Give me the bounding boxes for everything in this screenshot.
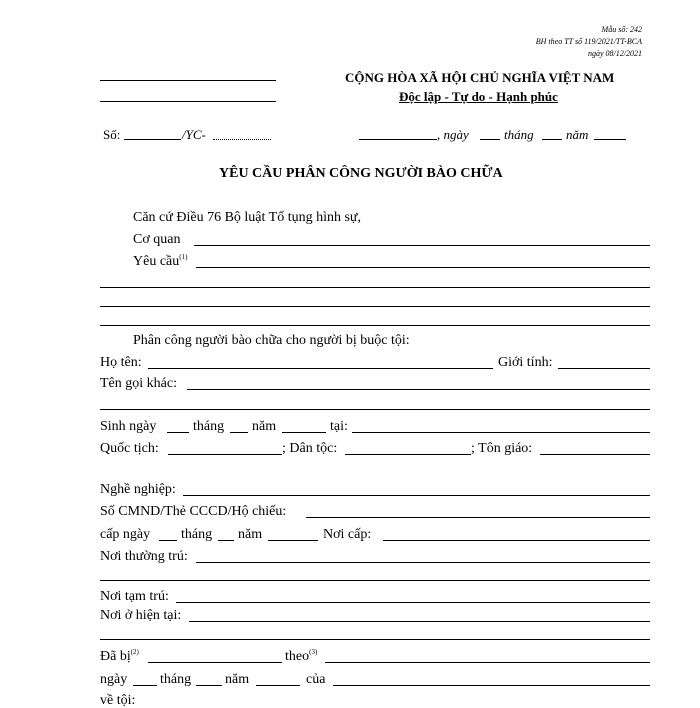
date-month-field[interactable] — [542, 139, 562, 140]
issue-place-field[interactable] — [383, 540, 650, 541]
yc-label: /YC- — [182, 127, 206, 142]
decision-year-field[interactable] — [256, 685, 300, 686]
permanent-address-label: Nơi thường trú: — [100, 549, 188, 564]
issue-day-label: cấp ngày — [100, 527, 151, 542]
nation-heading: CỘNG HÒA XÃ HỘI CHỦ NGHĨA VIỆT NAM — [345, 70, 615, 85]
decision-month-field[interactable] — [196, 685, 222, 686]
agency-label: Cơ quan — [133, 232, 181, 247]
was-footnote: (2) — [130, 648, 139, 656]
form-number: Mẫu số: 242 — [601, 25, 642, 34]
yc-code-field[interactable] — [213, 139, 271, 140]
religion-field[interactable] — [540, 454, 650, 455]
issuer-field[interactable] — [333, 685, 650, 686]
birth-year-field[interactable] — [282, 432, 326, 433]
agency-name-line-1[interactable] — [100, 80, 276, 81]
temporary-address-field[interactable] — [176, 602, 650, 603]
date-year-field[interactable] — [594, 139, 626, 140]
number-label: Số: — [103, 127, 121, 142]
ethnicity-field[interactable] — [345, 454, 471, 455]
issuer-label: của — [306, 672, 326, 687]
request-label: Yêu cầu$^{(1)}$ — [133, 253, 188, 269]
request-line-3[interactable] — [100, 306, 650, 307]
legal-basis: Căn cứ Điều 76 Bộ luật Tố tụng hình sự, — [133, 210, 362, 225]
current-address-line-2[interactable] — [100, 639, 650, 640]
request-footnote: (1) — [179, 253, 188, 261]
religion-label: ; Tôn giáo: — [471, 441, 533, 456]
under-footnote: (3) — [309, 648, 318, 656]
under-label: theo$^{(3)}$ — [285, 648, 318, 664]
birth-month-label: tháng — [193, 419, 225, 434]
under-field[interactable] — [325, 662, 650, 663]
number-field[interactable] — [124, 139, 181, 140]
occupation-field[interactable] — [183, 495, 650, 496]
occupation-label: Nghề nghiệp: — [100, 482, 176, 497]
birth-place-field[interactable] — [352, 432, 650, 433]
date-month-label: tháng — [504, 127, 534, 142]
gender-label: Giới tính: — [498, 355, 553, 370]
birth-place-label: tại: — [330, 419, 348, 434]
decision-month-label: tháng — [160, 672, 192, 687]
request-field[interactable] — [196, 267, 650, 268]
form-issued-by: BH theo TT số 119/2021/TT-BCA — [535, 37, 642, 46]
decision-year-label: năm — [225, 672, 250, 687]
place-field[interactable] — [359, 139, 437, 140]
birth-day-field[interactable] — [167, 432, 189, 433]
issue-month-field[interactable] — [218, 540, 234, 541]
date-year-label: năm — [566, 127, 589, 142]
permanent-address-line-2[interactable] — [100, 580, 650, 581]
nationality-label: Quốc tịch: — [100, 441, 159, 456]
temporary-address-label: Nơi tạm trú: — [100, 589, 169, 604]
nation-motto: Độc lập - Tự do - Hạnh phúc — [399, 89, 558, 104]
birth-day-label: Sinh ngày — [100, 419, 157, 434]
was-field[interactable] — [148, 662, 282, 663]
issue-place-label: Nơi cấp: — [323, 527, 372, 542]
issue-year-field[interactable] — [268, 540, 318, 541]
document-title: YÊU CẦU PHÂN CÔNG NGƯỜI BÀO CHỮA — [219, 166, 503, 181]
nationality-field[interactable] — [168, 454, 282, 455]
full-name-field[interactable] — [148, 368, 493, 369]
date-day-field[interactable] — [480, 139, 500, 140]
request-line-4[interactable] — [100, 325, 650, 326]
alias-label: Tên gọi khác: — [100, 376, 177, 391]
full-name-label: Họ tên: — [100, 355, 142, 370]
issue-year-label: năm — [238, 527, 263, 542]
date-day-label: , ngày — [437, 127, 469, 142]
decision-day-field[interactable] — [133, 685, 157, 686]
alias-field[interactable] — [187, 389, 650, 390]
current-address-field[interactable] — [189, 621, 650, 622]
current-address-label: Nơi ở hiện tại: — [100, 608, 182, 623]
issue-day-field[interactable] — [159, 540, 177, 541]
birth-month-field[interactable] — [230, 432, 248, 433]
assign-statement: Phân công người bào chữa cho người bị buộc tội: — [133, 333, 410, 348]
alias-line-2[interactable] — [100, 409, 650, 410]
ethnicity-label: ; Dân tộc: — [282, 441, 338, 456]
agency-name-line-2[interactable] — [100, 101, 276, 102]
id-number-label: Số CMND/Thẻ CCCD/Hộ chiếu: — [100, 504, 287, 519]
id-number-field[interactable] — [306, 517, 650, 518]
issue-month-label: tháng — [181, 527, 213, 542]
decision-day-label: ngày — [100, 672, 128, 687]
gender-field[interactable] — [558, 368, 650, 369]
request-line-2[interactable] — [100, 287, 650, 288]
was-label: Đã bị$^{(2)}$ — [100, 648, 139, 664]
birth-year-label: năm — [252, 419, 277, 434]
permanent-address-field[interactable] — [196, 562, 650, 563]
agency-field[interactable] — [194, 245, 650, 246]
charge-label: về tội: — [100, 693, 136, 708]
form-issued-date: ngày 08/12/2021 — [588, 49, 642, 58]
